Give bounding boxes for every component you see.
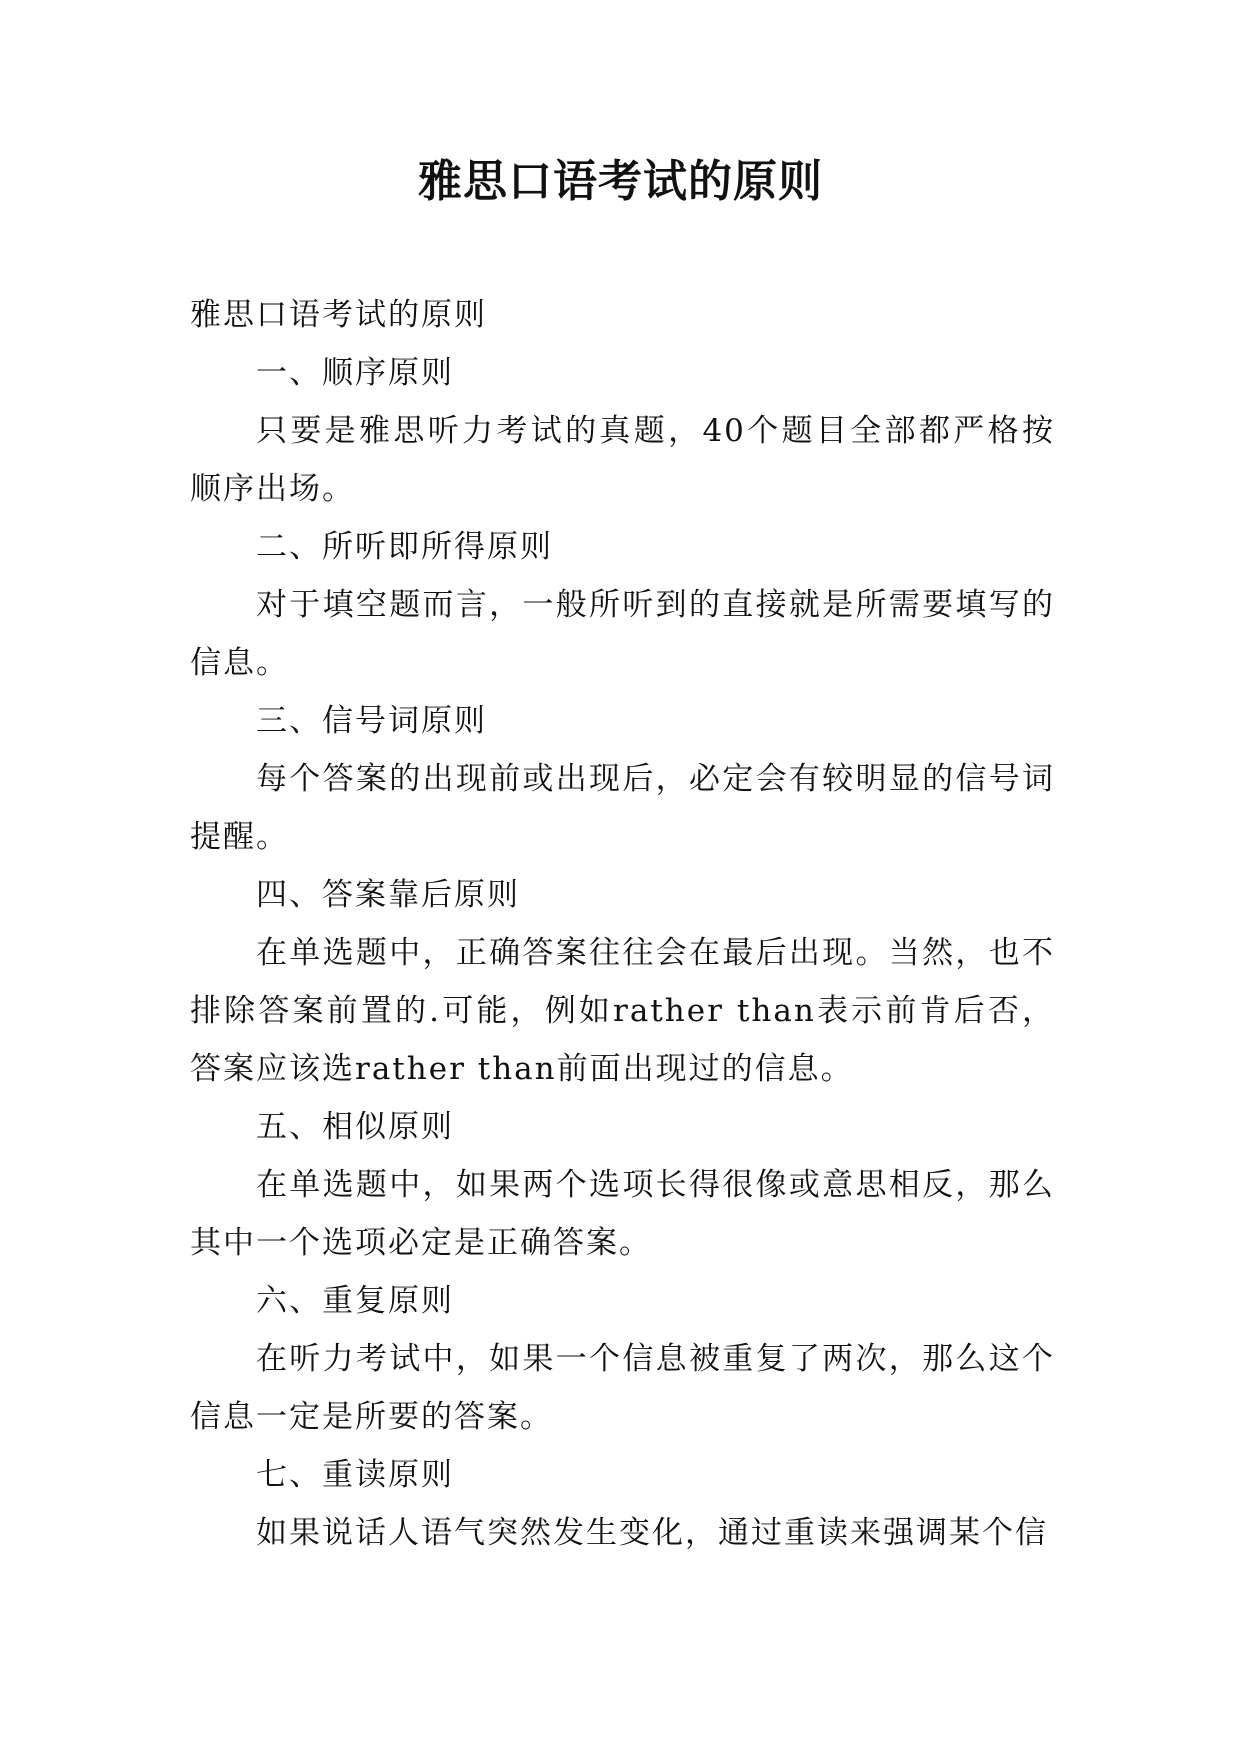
section-heading-what-you-hear: 二、所听即所得原则 <box>256 529 553 565</box>
paragraph-stress: 如果说话人语气突然发生变化，通过重读来强调某个信 <box>256 1515 1048 1551</box>
document-body <box>190 286 1055 1562</box>
section-heading-answer-later: 四、答案靠后原则 <box>256 877 520 913</box>
document-title: 雅思口语考试的原则 <box>418 156 823 207</box>
section-heading-stress: 七、重读原则 <box>256 1457 454 1493</box>
paragraph-what-you-hear: 对于填空题而言，一般所听到的直接就是所需要填写的信息。 <box>190 587 1055 681</box>
section-heading-signal-words: 三、信号词原则 <box>256 703 487 739</box>
paragraph-order: 只要是雅思听力考试的真题，40个题目全部都严格按顺序出场。 <box>190 413 1055 507</box>
paragraph-repetition: 在听力考试中，如果一个信息被重复了两次，那么这个信息一定是所要的答案。 <box>190 1341 1055 1435</box>
body-heading: 雅思口语考试的原则 <box>190 297 487 333</box>
paragraph-similarity: 在单选题中，如果两个选项长得很像或意思相反，那么其中一个选项必定是正确答案。 <box>190 1167 1055 1261</box>
paragraph-signal-words: 每个答案的出现前或出现后，必定会有较明显的信号词提醒。 <box>190 761 1055 855</box>
section-heading-order: 一、顺序原则 <box>256 355 454 391</box>
section-heading-repetition: 六、重复原则 <box>256 1283 454 1319</box>
section-heading-similarity: 五、相似原则 <box>256 1109 454 1145</box>
paragraph-answer-later: 在单选题中，正确答案往往会在最后出现。当然，也不排除答案前置的.可能，例如rather than表示前肯后否，答案应该选rather than前面出现过的信息。 <box>190 935 1055 1087</box>
